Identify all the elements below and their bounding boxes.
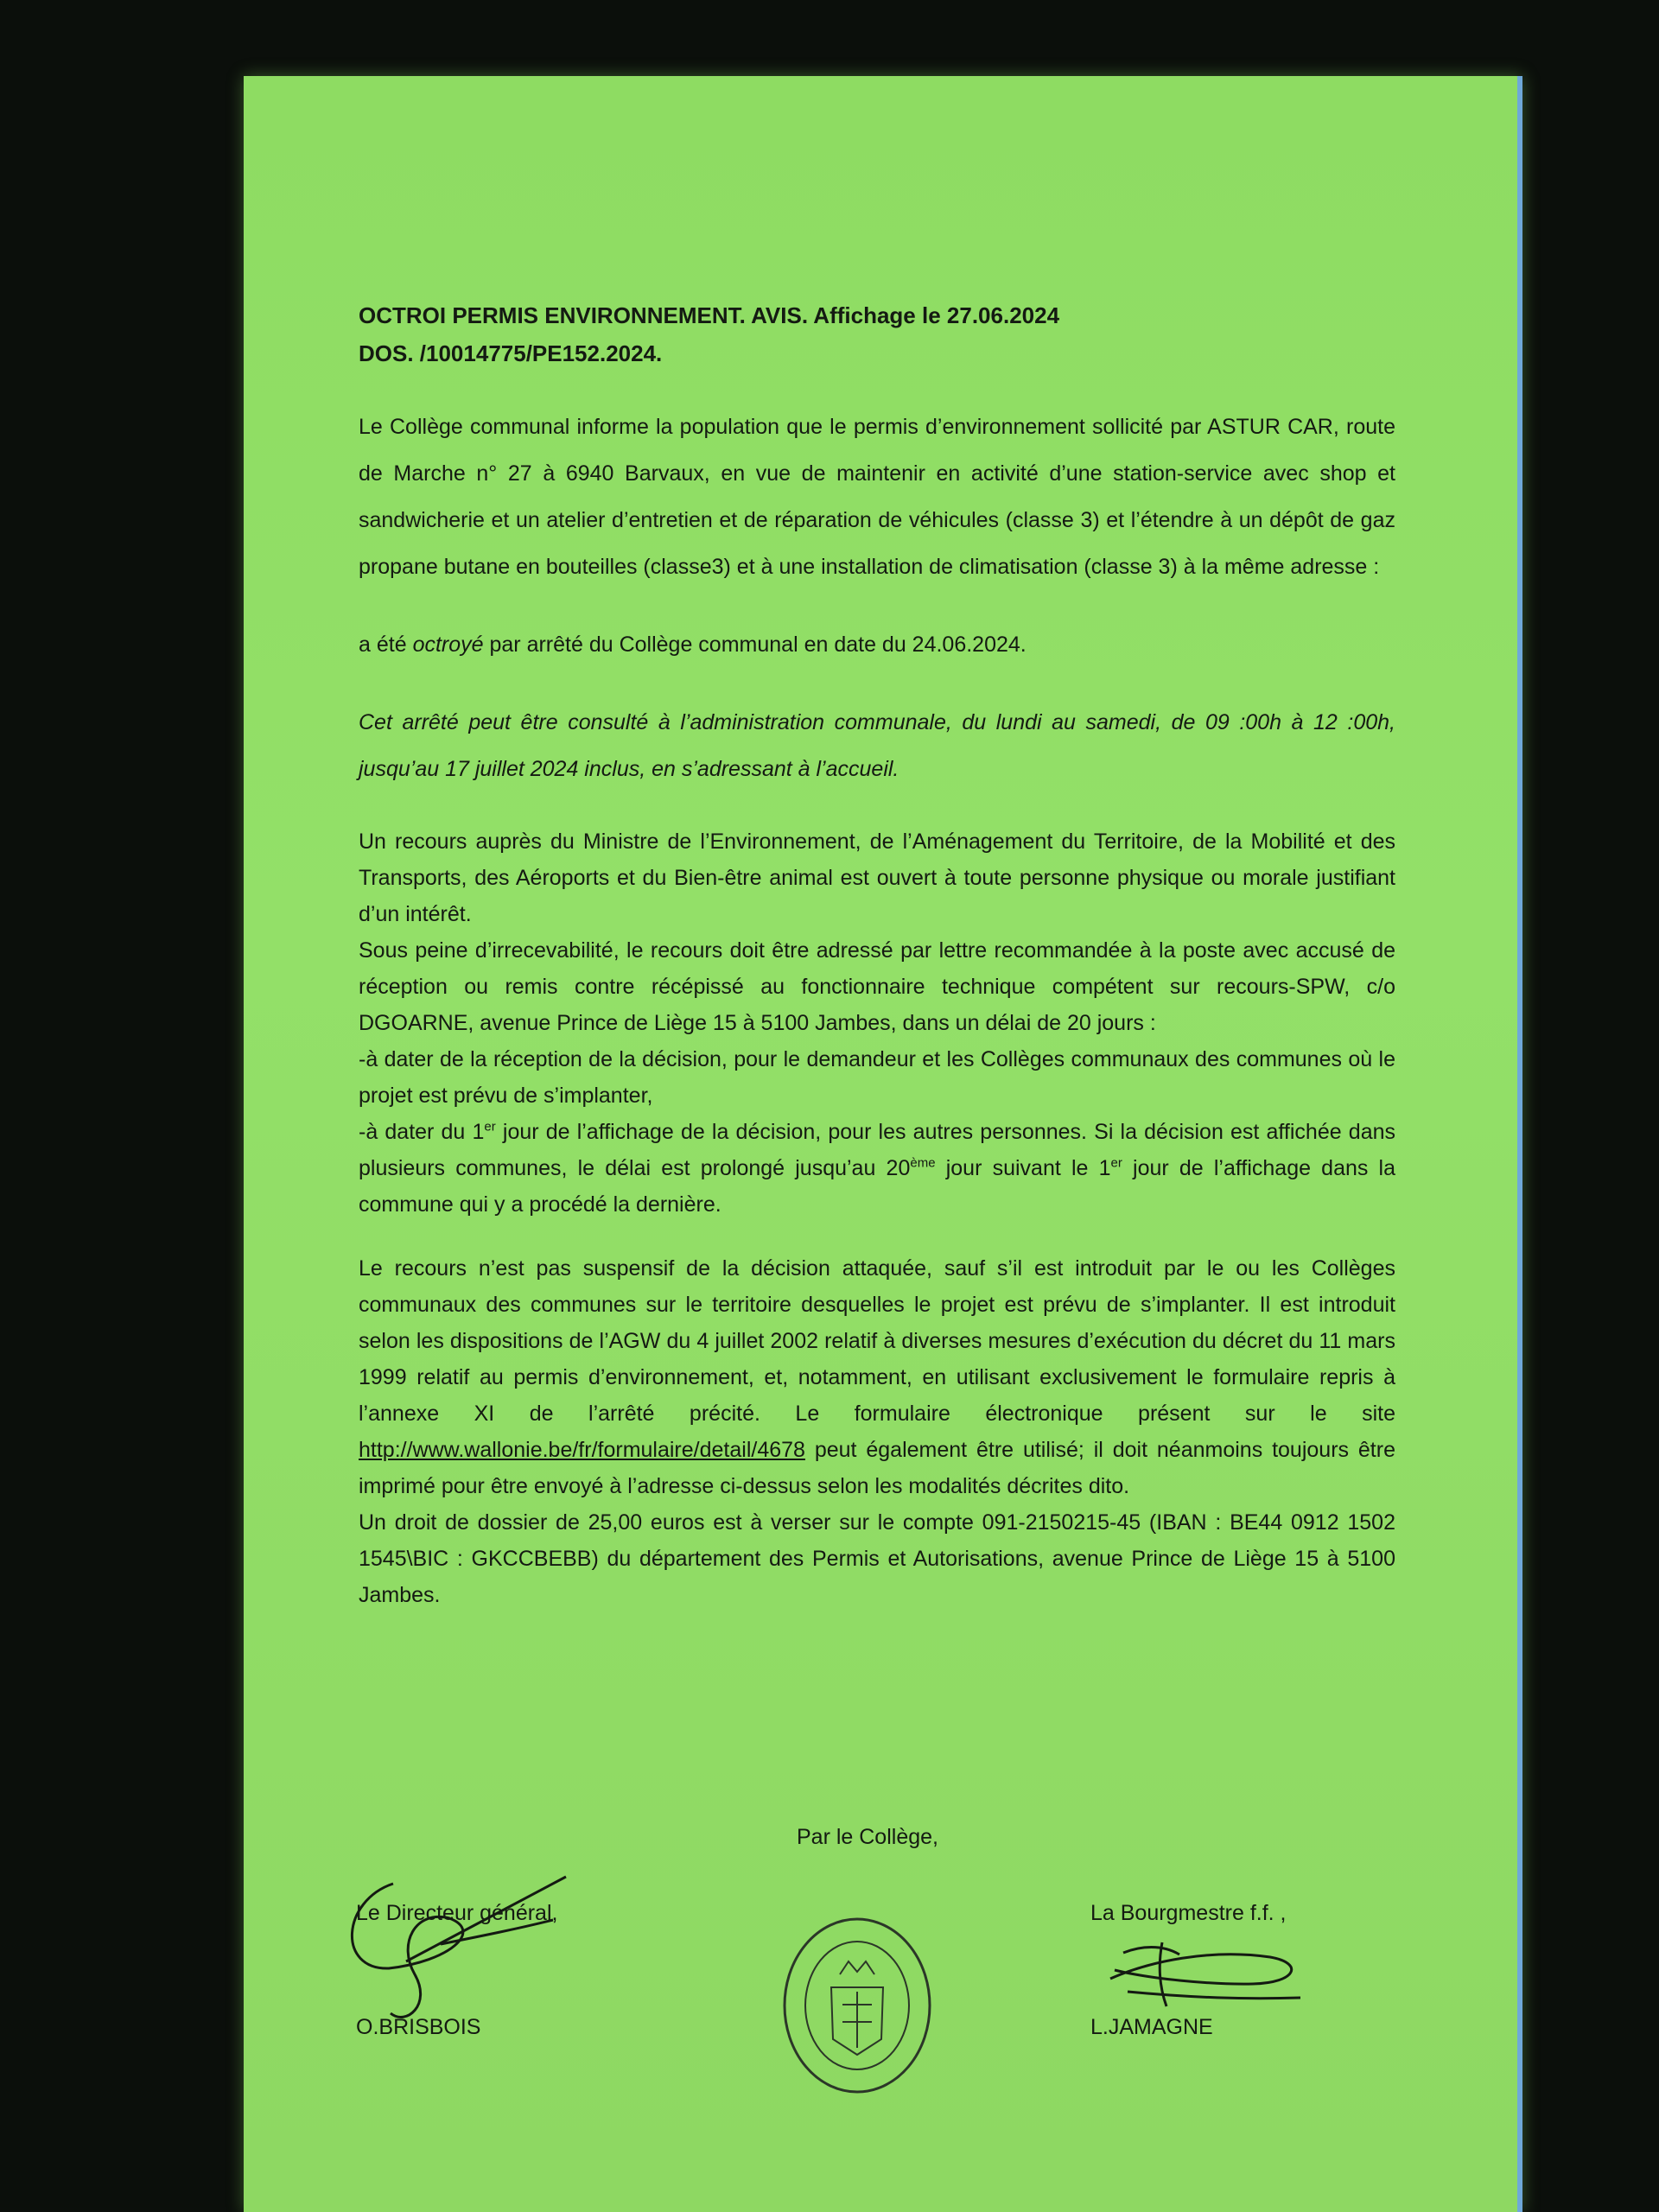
appeal-paragraph-4: -à dater du 1er jour de l’affichage de la décision, pour les autres personnes. Si la décision est affichée dans plusieurs communes, le délai est prolongé jusqu’au 20ème jour suivant le 1er jour de l’affichage dans la commune qui y a procédé la dernière. — [359, 1119, 1396, 1217]
notice-title: OCTROI PERMIS ENVIRONNEMENT. AVIS. Affichage le 27.06.2024 — [359, 302, 1060, 328]
dossier-number: DOS. /10014775/PE152.2024. — [359, 340, 663, 366]
form-link[interactable]: http://www.wallonie.be/fr/formulaire/detail/4678 — [359, 1438, 805, 1462]
granted-paragraph: a été octroyé par arrêté du Collège communal en date du 24.06.2024. — [359, 632, 1027, 657]
mayor-signature — [1110, 1942, 1300, 2006]
fee-paragraph: Un droit de dossier de 25,00 euros est à verser sur le compte 091-2150215-45 (IBAN : BE44 0912 1502 1545\BIC : GKCCBEBB) du département des Permis et Autorisations, avenue Prince de Liège 15 à 5100 Jambes. — [359, 1510, 1395, 1607]
suspensive-paragraph: Le recours n’est pas suspensif de la décision attaquée, sauf s’il est introduit par le ou les Collèges communaux des communes sur le territoire desquelles le projet est prévu de s’implanter. Il est introduit selon les dispositions de l’AGW du 4 juillet 2002 relatif à diverses mesures d’exécution du décret du 11 mars 1999 relatif au permis d’environnement, et, notamment, en utilisant exclusivement le formulaire repris à l’annexe XI de l’arrêté précité. Le formulaire électronique présent sur le site http://www.wallonie.be/fr/formulaire/detail/4678 peut également être utilisé; il doit néanmoins toujours être imprimé pour être envoyé à l’adresse ci-dessus selon les modalités décrites dito. — [359, 1256, 1395, 1498]
consultation-paragraph: Cet arrêté peut être consulté à l’administration communale, du lundi au samedi, de 09 :00h à 12 :00h, jusqu’au 17 juillet 2024 inclus, en s’adressant à l’accueil. — [359, 710, 1395, 781]
mayor-name: L.JAMAGNE — [1090, 2015, 1213, 2039]
director-title: Le Directeur général, — [356, 1901, 558, 1925]
municipal-seal — [785, 1919, 930, 2092]
director-signature — [352, 1877, 566, 2017]
appeal-paragraph-3: -à dater de la réception de la décision, pour le demandeur et les Collèges communaux des communes où le projet est prévu de s’implanter, — [359, 1047, 1395, 1108]
par-le-college: Par le Collège, — [797, 1825, 938, 1849]
director-name: O.BRISBOIS — [356, 2015, 481, 2039]
intro-paragraph: Le Collège communal informe la population que le permis d’environnement sollicité par ASTUR CAR, route de Marche n° 27 à 6940 Barvaux, en vue de maintenir en activité d’une station-service avec shop et sandwicherie et un atelier d’entretien et de réparation de véhicules (classe 3) et l’étendre à un dépôt de gaz propane butane en bouteilles (classe3) et à une installation de climatisation (classe 3) à la même adresse : — [359, 415, 1395, 579]
appeal-paragraph-1: Un recours auprès du Ministre de l’Environnement, de l’Aménagement du Territoire, de la Mobilité et des Transports, des Aéroports et du Bien-être animal est ouvert à toute personne physique ou morale justifiant d’un intérêt. — [359, 830, 1395, 926]
appeal-paragraph-2: Sous peine d’irrecevabilité, le recours doit être adressé par lettre recommandée à la poste avec accusé de réception ou remis contre récépissé au fonctionnaire technique compétent sur recours-SPW, c/o DGOARNE, avenue Prince de Liège 15 à 5100 Jambes, dans un délai de 20 jours : — [359, 938, 1395, 1035]
mayor-title: La Bourgmestre f.f. , — [1090, 1901, 1287, 1925]
